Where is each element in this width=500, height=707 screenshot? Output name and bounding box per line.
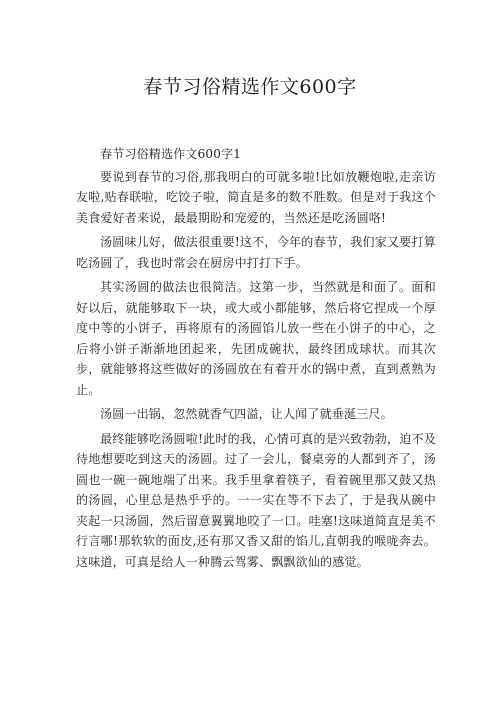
document-body <box>76 144 436 576</box>
document-title: 春节习俗精选作文600字 <box>143 76 357 98</box>
paragraph: 其实汤圆的做法也很简洁。这第一步，当然就是和面了。面和好以后，就能够取下一块，或大或小都能够，然后将它捏成一个厚度中等的小饼子，再将原有的汤圆馅儿放一些在小饼子的中心，之后将小饼子渐渐地团起来，先团成碗状，最终团成球状。而其次步，就能够将这些做好的汤圆放在有着开水的锅中煮，直到煮熟为止。 <box>76 280 436 397</box>
paragraph: 要说到春节的习俗,那我明白的可就多啦!比如放鞭炮啦,走亲访友啦,贴春联啦，吃饺子啦，简直是多的数不胜数。但是对于我这个美食爱好者来说，最最期盼和宠爱的，当然还是吃汤圆咯! <box>76 169 436 225</box>
section-heading: 春节习俗精选作文600字1 <box>100 147 242 161</box>
paragraph: 汤圆一出锅，忽然就香气四溢，让人闻了就垂涎三尺。 <box>100 407 393 421</box>
paragraph: 汤圆味儿好，做法很重要!这不，今年的春节，我们家又要打算吃汤圆了，我也时常会在厨房中打打下手。 <box>76 235 436 270</box>
paragraph: 最终能够吃汤圆啦!此时的我，心情可真的是兴致勃勃，迫不及待地想要吃到这天的汤圆。过了一会儿，餐桌旁的人都到齐了，汤圆也一碗一碗地端了出来。我手里拿着筷子，看着碗里那又鼓又热的汤圆，心里总是热乎乎的。一一实在等不下去了，于是我从碗中夹起一只汤圆，然后留意翼翼地咬了一口。哇塞!这味道简直是美不行言哪!那软软的面皮,还有那又香又甜的馅儿,直朝我的喉咙奔去。这味道，可真是给人一种腾云驾雾、飘飘欲仙的感觉。 <box>76 431 436 569</box>
